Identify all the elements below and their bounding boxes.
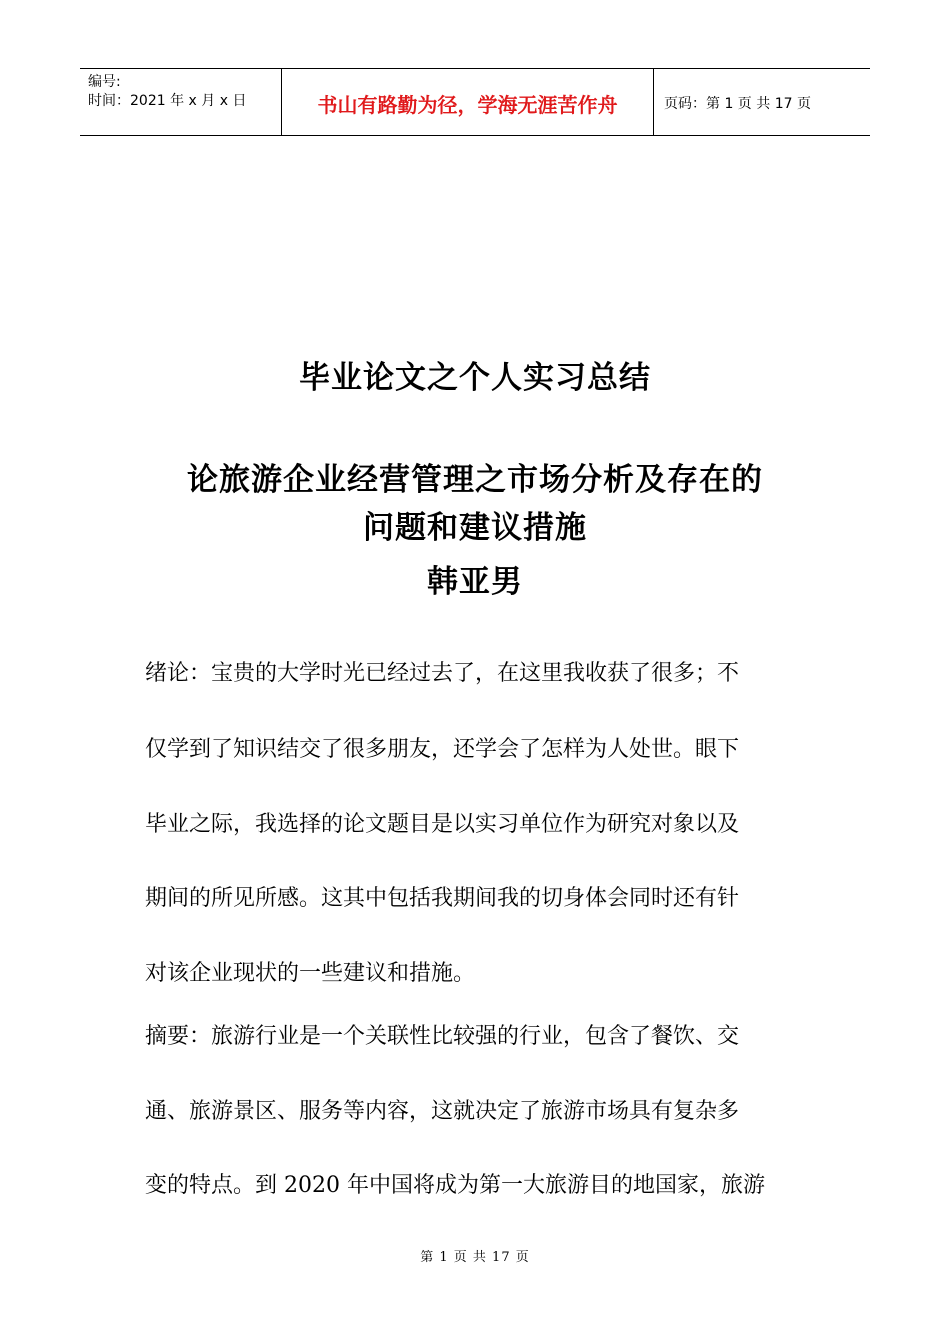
document-number-label: 编号: xyxy=(88,74,121,90)
header-motto-cell xyxy=(281,69,654,135)
header-page-cell xyxy=(654,69,870,135)
body-line: 毕业之际，我选择的论文题目是以实习单位作为研究对象以及 xyxy=(145,812,740,837)
document-title: 毕业论文之个人实习总结 xyxy=(299,360,651,396)
page-footer: 第 1 页 共 17 页 xyxy=(420,1250,530,1265)
document-date: 时间：2021 年 x 月 x 日 xyxy=(88,93,247,109)
body-line: 绪论：宝贵的大学时光已经过去了，在这里我收获了很多；不 xyxy=(145,661,740,686)
document-author: 韩亚男 xyxy=(427,564,523,600)
body-line: 仅学到了知识结交了很多朋友，还学会了怎样为人处世。眼下 xyxy=(145,737,740,762)
body-line: 摘要：旅游行业是一个关联性比较强的行业，包含了餐饮、交 xyxy=(145,1024,740,1049)
document-subtitle-line-1: 论旅游企业经营管理之市场分析及存在的 xyxy=(187,462,763,498)
body-line: 变的特点。到 2020 年中国将成为第一大旅游目的地国家，旅游 xyxy=(145,1173,765,1198)
body-line: 对该企业现状的一些建议和措施。 xyxy=(145,961,476,986)
document-subtitle-line-2: 问题和建议措施 xyxy=(363,510,587,546)
header-meta-cell xyxy=(80,69,281,135)
header-table xyxy=(80,68,870,136)
header-page-info: 页码：第 1 页 共 17 页 xyxy=(664,96,811,112)
header-motto: 书山有路勤为径，学海无涯苦作舟 xyxy=(317,92,618,117)
body-line: 通、旅游景区、服务等内容，这就决定了旅游市场具有复杂多 xyxy=(145,1099,740,1124)
body-line: 期间的所见所感。这其中包括我期间我的切身体会同时还有针 xyxy=(145,886,740,911)
